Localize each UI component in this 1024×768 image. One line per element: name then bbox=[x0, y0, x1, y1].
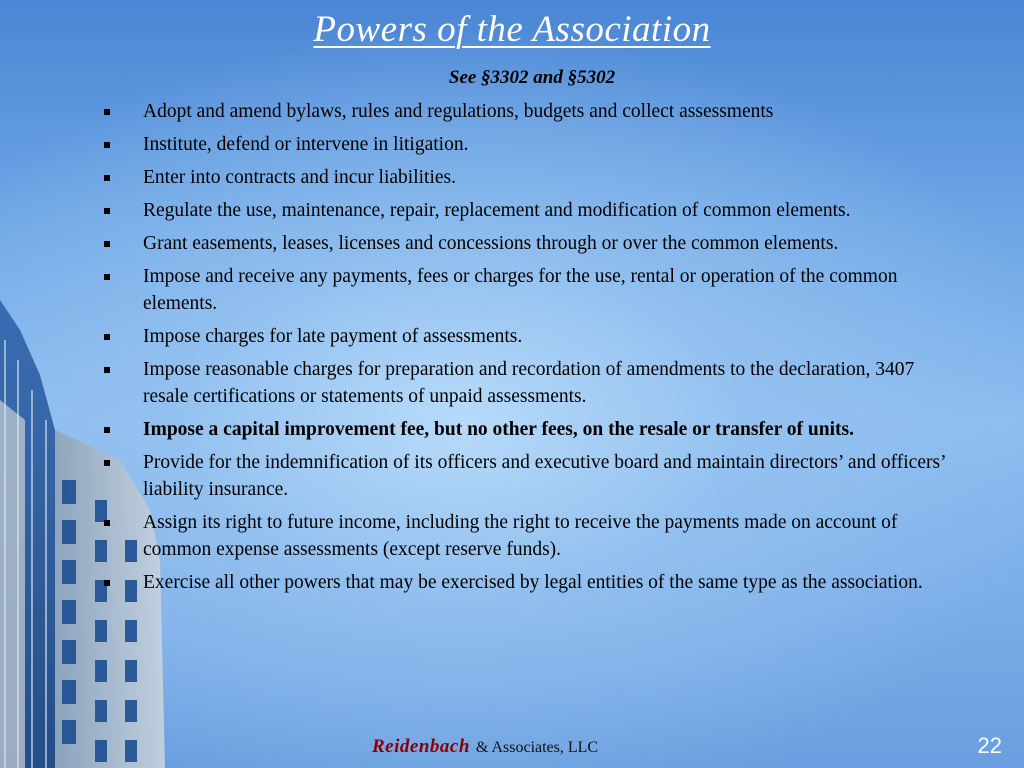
square-bullet-icon bbox=[104, 109, 110, 115]
bullet-item bbox=[100, 569, 960, 596]
square-bullet-icon bbox=[104, 274, 110, 280]
bullet-item bbox=[100, 197, 960, 224]
bullet-text: Adopt and amend bylaws, rules and regulations, budgets and collect assessments bbox=[143, 101, 774, 122]
bullet-text: Regulate the use, maintenance, repair, replacement and modification of common elements. bbox=[143, 200, 851, 221]
bullet-item bbox=[100, 323, 960, 350]
slide-subtitle: See §3302 and §5302 bbox=[448, 67, 616, 88]
bullet-item bbox=[100, 356, 960, 410]
square-bullet-icon bbox=[104, 460, 110, 466]
bullet-item bbox=[100, 164, 960, 191]
square-bullet-icon bbox=[104, 580, 110, 586]
bullet-text: Assign its right to future income, including the right to receive the payments made on account of common expense assessments (except reserve funds). bbox=[143, 512, 898, 560]
bullet-text: Impose reasonable charges for preparation and recordation of amendments to the declaration, 3407 resale certifications or statements of unpaid assessments. bbox=[143, 359, 915, 407]
bullet-item bbox=[100, 131, 960, 158]
slide-title: Powers of the Association bbox=[313, 9, 711, 50]
bullet-text: Impose charges for late payment of assessments. bbox=[143, 326, 523, 347]
footer bbox=[372, 736, 598, 758]
page-number: 22 bbox=[977, 733, 1002, 758]
bullet-text: Provide for the indemnification of its officers and executive board and maintain directors’ and officers’ liability insurance. bbox=[143, 452, 946, 500]
footer-suffix: & Associates, LLC bbox=[475, 739, 599, 756]
bullet-text: Impose and receive any payments, fees or charges for the use, rental or operation of the common elements. bbox=[143, 266, 898, 314]
bullet-item bbox=[100, 230, 960, 257]
bullet-text: Grant easements, leases, licenses and concessions through or over the common elements. bbox=[143, 233, 839, 254]
bullet-text: Enter into contracts and incur liabilities. bbox=[143, 167, 456, 188]
bullet-item bbox=[100, 449, 960, 503]
footer-brand: Reidenbach bbox=[372, 736, 470, 757]
square-bullet-icon bbox=[104, 520, 110, 526]
square-bullet-icon bbox=[104, 142, 110, 148]
bullet-item bbox=[100, 98, 960, 125]
bullet-text: Exercise all other powers that may be exercised by legal entities of the same type as the association. bbox=[143, 572, 923, 593]
bullet-text: Impose a capital improvement fee, but no other fees, on the resale or transfer of units. bbox=[143, 419, 854, 440]
bullet-item bbox=[100, 509, 960, 563]
square-bullet-icon bbox=[104, 208, 110, 214]
square-bullet-icon bbox=[104, 334, 110, 340]
square-bullet-icon bbox=[104, 427, 110, 433]
bullet-item bbox=[100, 416, 960, 443]
square-bullet-icon bbox=[104, 175, 110, 181]
bullet-item bbox=[100, 263, 960, 317]
bullet-list bbox=[100, 98, 960, 602]
square-bullet-icon bbox=[104, 241, 110, 247]
bullet-text: Institute, defend or intervene in litigation. bbox=[143, 134, 469, 155]
square-bullet-icon bbox=[104, 367, 110, 373]
